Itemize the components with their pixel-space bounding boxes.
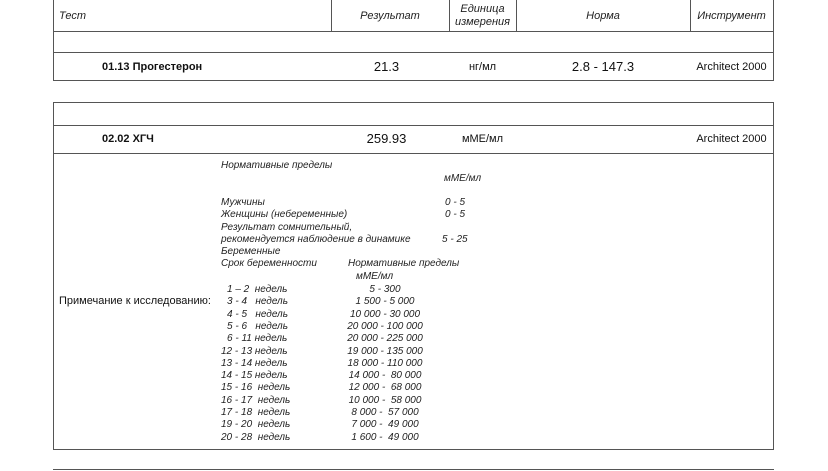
hcg-test-name: 02.02 ХГЧ [102,133,154,145]
week-term: 20 - 28 недель [221,432,291,443]
week-term: 4 - 5 недель [227,309,288,320]
week-range: 18 000 - 110 000 [347,358,423,369]
week-range: 12 000 - 68 000 [348,382,422,393]
week-range: 19 000 - 135 000 [347,346,423,357]
week-range: 20 000 - 225 000 [347,333,423,344]
note-limits-unit: мМЕ/мл [356,271,394,282]
note-doubtful-line2: рекомендуется наблюдение в динамике [221,234,411,245]
week-term: 17 - 18 недель [221,407,291,418]
header-result: Результат [360,10,420,22]
week-term: 14 - 15 недель [221,370,288,381]
header-instrument: Инструмент [697,10,766,22]
hcg-result: 259.93 [366,131,407,146]
header-unit-line2: измерения [454,16,511,28]
week-range: 14 000 - 80 000 [348,370,422,381]
note-normative-title: Нормативные пределы [221,160,333,171]
week-term: 1 – 2 недель [227,284,288,295]
progesterone-result: 21.3 [373,59,400,74]
week-term: 19 - 20 недель [221,419,291,430]
week-range: 1 500 - 5 000 [355,296,415,307]
week-term: 16 - 17 недель [221,395,291,406]
note-men-value: 0 - 5 [445,197,466,208]
note-limits-header: Нормативные пределы [348,258,460,269]
note-label: Примечание к исследованию: [59,295,211,307]
progesterone-unit: нг/мл [468,61,497,73]
note-doubtful-value: 5 - 25 [442,234,468,245]
week-range: 8 000 - 57 000 [351,407,419,418]
progesterone-instrument: Architect 2000 [696,61,767,73]
week-term: 12 - 13 недель [221,346,288,357]
week-range: 5 - 300 [369,284,401,295]
hcg-unit: мМЕ/мл [461,133,504,145]
progesterone-norm: 2.8 - 147.3 [571,59,635,74]
note-term-header: Срок беременности [221,258,317,269]
note-men-label: Мужчины [221,197,265,208]
week-term: 15 - 16 недель [221,382,291,393]
week-range: 10 000 - 58 000 [348,395,422,406]
week-term: 13 - 14 недель [221,358,288,369]
header-test: Тест [59,10,87,22]
note-pregnant-label: Беременные [221,246,281,257]
week-range: 1 600 - 49 000 [351,432,419,443]
week-term: 3 - 4 недель [227,296,288,307]
week-range: 7 000 - 49 000 [351,419,419,430]
progesterone-test-name: 01.13 Прогестерон [102,61,203,73]
header-unit-line1: Единица [460,3,505,15]
week-range: 10 000 - 30 000 [349,309,421,320]
note-doubtful-line1: Результат сомнительный, [221,222,353,233]
week-term: 5 - 6 недель [227,321,288,332]
week-range: 20 000 - 100 000 [347,321,423,332]
header-norm: Норма [586,10,620,22]
week-term: 6 - 11 недель [227,333,288,344]
note-women-value: 0 - 5 [445,209,466,220]
hcg-instrument: Architect 2000 [696,133,767,145]
note-unit: мМЕ/мл [444,173,482,184]
note-women-label: Женщины (небеременные) [221,209,348,220]
